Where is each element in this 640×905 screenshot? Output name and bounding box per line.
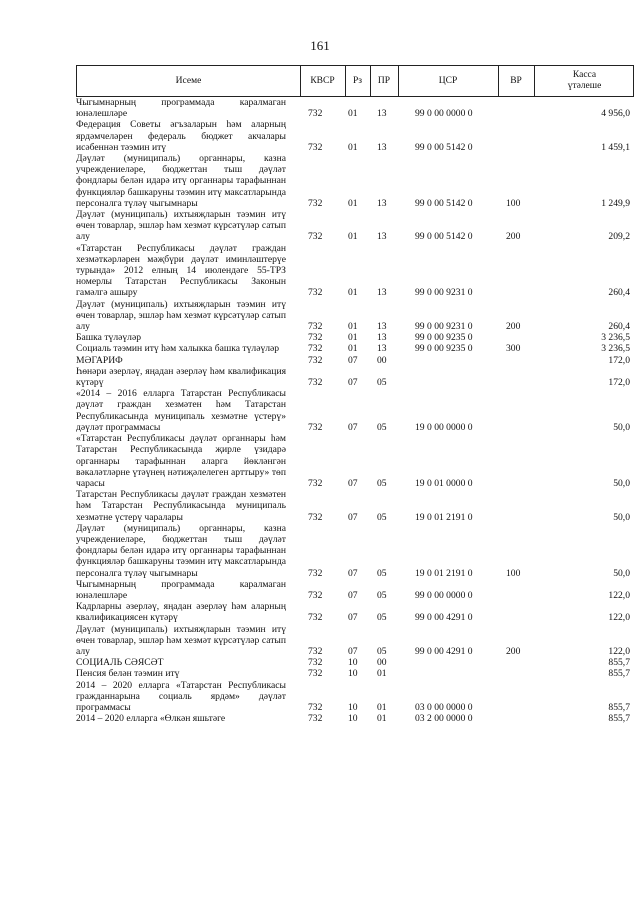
row-sum: 122,0 bbox=[608, 612, 630, 624]
table-row bbox=[76, 153, 634, 209]
row-kvsr: 732 bbox=[308, 231, 323, 243]
row-rz: 01 bbox=[348, 332, 358, 344]
row-sum: 260,4 bbox=[608, 287, 630, 299]
row-kvsr: 732 bbox=[308, 343, 323, 355]
row-csr: 99 0 00 9231 0 bbox=[415, 321, 473, 333]
row-kvsr: 732 bbox=[308, 421, 323, 433]
row-name: Дәүләт (муниципаль) ихтыяҗларын тәэмин итү өчен товарлар, эшләр һәм хезмәт күрсәтүләр сатып алу bbox=[76, 623, 286, 657]
header-name: Исеме bbox=[175, 76, 202, 86]
row-pr: 05 bbox=[377, 645, 387, 657]
row-pr: 13 bbox=[377, 197, 387, 209]
table-row bbox=[76, 523, 634, 579]
row-name: «Татарстан Республикасы дәүләт граждан хезмәткәрләрен мәҗбүри дәүләт иминләштерүе турында» 2012 елның 14 июлендәге 55-ТРЗ номерлы Татарстан Республикасы Законын гамәлгә ашыру bbox=[76, 242, 286, 299]
row-csr: 19 0 01 0000 0 bbox=[415, 477, 473, 489]
row-name: Дәүләт (муниципаль) ихтыяҗларын тәэмин итү өчен товарлар, эшләр һәм хезмәт күрсәтүләр сатып алу bbox=[76, 209, 286, 243]
row-name: Пенсия белән тәэмин итү bbox=[76, 668, 180, 680]
row-rz: 10 bbox=[348, 668, 358, 680]
row-sum: 209,2 bbox=[608, 231, 630, 243]
row-pr: 05 bbox=[377, 612, 387, 624]
row-pr: 05 bbox=[377, 511, 387, 523]
header-kassa bbox=[534, 66, 635, 96]
row-kvsr: 732 bbox=[308, 332, 323, 344]
table-row bbox=[76, 680, 634, 714]
row-name: «2014 – 2016 елларга Татарстан Республикасы дәүләт граждан хезмәтен һәм Татарстан Республикасында муниципаль хезмәтне үстерү» дәүләт программасы bbox=[76, 388, 286, 433]
table-body bbox=[76, 97, 634, 724]
row-sum: 122,0 bbox=[608, 645, 630, 657]
row-csr: 19 0 00 0000 0 bbox=[415, 421, 473, 433]
row-kvsr: 732 bbox=[308, 377, 323, 389]
row-kvsr: 732 bbox=[308, 354, 323, 366]
row-csr: 99 0 00 5142 0 bbox=[415, 231, 473, 243]
header-kassa-line1: Касса bbox=[572, 70, 597, 80]
row-sum: 3 236,5 bbox=[601, 343, 630, 355]
row-name: Дәүләт (муниципаль) ихтыяҗларын тәэмин итү өчен товарлар, эшләр һәм хезмәт күрсәтүләр сатып алу bbox=[76, 298, 286, 333]
row-rz: 07 bbox=[348, 612, 358, 624]
row-kvsr: 732 bbox=[308, 713, 323, 725]
table-row bbox=[76, 489, 634, 523]
row-rz: 10 bbox=[348, 657, 358, 669]
row-rz: 07 bbox=[348, 377, 358, 389]
row-name: 2014 – 2020 елларга «Өлкән яшьтәге bbox=[76, 713, 226, 725]
row-name: Башка түләүләр bbox=[76, 332, 142, 344]
row-name: 2014 – 2020 елларга «Татарстан Республикасы гражданнарына социаль ярдәм» дәүләт программасы bbox=[76, 679, 286, 713]
row-name: Федерация Советы әгъзаларын һәм аларның ярдәмчеләрен федераль бюджет акчалары исәбеннән тәэмин итү bbox=[76, 119, 286, 153]
table-row bbox=[76, 668, 634, 679]
row-pr: 01 bbox=[377, 668, 387, 680]
row-name: Дәүләт (муниципаль) органнары, казна учреждениеләре, бюджеттан тыш дәүләт фондлары белән идарә итү органнары тарафыннан функцияләр башкаруны тәэмин итү максатларында персоналга түләү чыгымнары bbox=[76, 153, 286, 209]
row-pr: 13 bbox=[377, 108, 387, 120]
row-kvsr: 732 bbox=[308, 321, 323, 333]
row-kvsr: 732 bbox=[308, 511, 323, 523]
table-header bbox=[76, 65, 634, 97]
row-pr: 13 bbox=[377, 332, 387, 344]
row-sum: 855,7 bbox=[608, 657, 630, 669]
row-kvsr: 732 bbox=[308, 477, 323, 489]
table-row bbox=[76, 601, 634, 623]
row-rz: 01 bbox=[348, 108, 358, 120]
row-csr: 99 0 00 4291 0 bbox=[415, 612, 473, 624]
row-sum: 855,7 bbox=[608, 668, 630, 680]
row-csr: 99 0 00 0000 0 bbox=[415, 589, 473, 601]
row-pr: 00 bbox=[377, 354, 387, 366]
row-sum: 50,0 bbox=[613, 511, 630, 523]
row-rz: 07 bbox=[348, 421, 358, 433]
row-pr: 05 bbox=[377, 567, 387, 579]
row-rz: 01 bbox=[348, 287, 358, 299]
row-csr: 99 0 00 4291 0 bbox=[415, 645, 473, 657]
row-name: Кадрларны әзерләү, яңадан әзерләү һәм аларның квалификациясен күтәрү bbox=[76, 601, 286, 624]
row-name: «Татарстан Республикасы дәүләт органнары һәм Татарстан Республикасында җирле үзидарә органнары тарафыннан аларга йөкләнгән вәкаләтләрне үтәүнең нәтиҗәлелеген арттыру» төп чарасы bbox=[76, 433, 286, 489]
row-kvsr: 732 bbox=[308, 612, 323, 624]
header-csr: ЦСР bbox=[438, 76, 458, 86]
row-kvsr: 732 bbox=[308, 108, 323, 120]
row-vr: 200 bbox=[506, 645, 521, 657]
row-vr: 300 bbox=[506, 343, 521, 355]
row-kvsr: 732 bbox=[308, 141, 323, 153]
row-csr: 03 2 00 0000 0 bbox=[415, 713, 473, 725]
row-sum: 3 236,5 bbox=[601, 332, 630, 344]
header-vr: ВР bbox=[510, 76, 522, 86]
row-kvsr: 732 bbox=[308, 589, 323, 601]
table-row bbox=[76, 579, 634, 601]
table-row bbox=[76, 299, 634, 333]
table-row bbox=[76, 243, 634, 299]
row-kvsr: 732 bbox=[308, 657, 323, 669]
row-pr: 05 bbox=[377, 377, 387, 389]
row-rz: 07 bbox=[348, 354, 358, 366]
row-sum: 50,0 bbox=[613, 567, 630, 579]
header-pr: ПР bbox=[377, 76, 391, 86]
row-rz: 01 bbox=[348, 231, 358, 243]
table-row bbox=[76, 713, 634, 724]
table-row bbox=[76, 119, 634, 153]
row-rz: 07 bbox=[348, 589, 358, 601]
row-csr: 03 0 00 0000 0 bbox=[415, 701, 473, 713]
table-row bbox=[76, 97, 634, 119]
row-kvsr: 732 bbox=[308, 287, 323, 299]
table-row bbox=[76, 657, 634, 668]
row-csr: 99 0 00 5142 0 bbox=[415, 141, 473, 153]
row-csr: 19 0 01 2191 0 bbox=[415, 567, 473, 579]
row-name: Һөнәри әзерләү, яңадан әзерләү һәм квалификация күтәрү bbox=[76, 365, 286, 389]
row-rz: 01 bbox=[348, 343, 358, 355]
table-row bbox=[76, 209, 634, 243]
budget-table bbox=[76, 65, 634, 724]
row-sum: 50,0 bbox=[613, 421, 630, 433]
table-row bbox=[76, 624, 634, 658]
row-pr: 13 bbox=[377, 343, 387, 355]
row-name: СОЦИАЛЬ СӘЯСӘТ bbox=[76, 657, 164, 669]
row-kvsr: 732 bbox=[308, 701, 323, 713]
row-csr: 99 0 00 9235 0 bbox=[415, 332, 473, 344]
row-rz: 01 bbox=[348, 321, 358, 333]
row-rz: 07 bbox=[348, 645, 358, 657]
header-rz: Рз bbox=[352, 76, 363, 86]
row-sum: 855,7 bbox=[608, 701, 630, 713]
row-csr: 99 0 00 9235 0 bbox=[415, 343, 473, 355]
table-row bbox=[76, 388, 634, 433]
row-name: Чыгымнарның программада каралмаган юнәлешләре bbox=[76, 97, 286, 120]
row-kvsr: 732 bbox=[308, 668, 323, 680]
row-rz: 07 bbox=[348, 511, 358, 523]
table-row bbox=[76, 366, 634, 388]
row-sum: 260,4 bbox=[608, 321, 630, 333]
row-csr: 19 0 01 2191 0 bbox=[415, 511, 473, 523]
row-pr: 00 bbox=[377, 657, 387, 669]
row-sum: 1 249,9 bbox=[601, 197, 630, 209]
row-name: Татарстан Республикасы дәүләт граждан хезмәтен һәм Татарстан Республикасында муниципаль хезмәтне үстерү чаралары bbox=[76, 489, 286, 523]
row-kvsr: 732 bbox=[308, 197, 323, 209]
row-rz: 07 bbox=[348, 477, 358, 489]
row-sum: 4 956,0 bbox=[601, 108, 630, 120]
row-sum: 172,0 bbox=[608, 354, 630, 366]
row-rz: 01 bbox=[348, 197, 358, 209]
row-pr: 05 bbox=[377, 421, 387, 433]
row-vr: 100 bbox=[506, 197, 521, 209]
row-pr: 01 bbox=[377, 701, 387, 713]
row-name: Дәүләт (муниципаль) органнары, казна учреждениеләре, бюджеттан тыш дәүләт фондлары белән идарә итү органнары тарафыннан функцияләр башкаруны тәэмин итү максатларында персоналга түләү чыгымнары bbox=[76, 522, 286, 579]
row-sum: 1 459,1 bbox=[601, 141, 630, 153]
row-vr: 100 bbox=[506, 567, 521, 579]
table-row bbox=[76, 332, 634, 343]
row-pr: 05 bbox=[377, 477, 387, 489]
page-number: 161 bbox=[310, 38, 330, 53]
row-sum: 172,0 bbox=[608, 377, 630, 389]
row-kvsr: 732 bbox=[308, 567, 323, 579]
row-pr: 05 bbox=[377, 589, 387, 601]
row-rz: 07 bbox=[348, 567, 358, 579]
row-pr: 13 bbox=[377, 231, 387, 243]
row-rz: 10 bbox=[348, 713, 358, 725]
header-kassa-line2: үтәлеше bbox=[567, 81, 602, 91]
row-name: Социаль тәэмин итү һәм халыкка башка түләүләр bbox=[76, 343, 280, 355]
row-pr: 01 bbox=[377, 713, 387, 725]
row-pr: 13 bbox=[377, 321, 387, 333]
row-sum: 122,0 bbox=[608, 589, 630, 601]
row-name: Чыгымнарның программада каралмаган юнәлешләре bbox=[76, 578, 286, 601]
row-rz: 10 bbox=[348, 701, 358, 713]
row-csr: 99 0 00 9231 0 bbox=[415, 287, 473, 299]
row-name: МӘГАРИФ bbox=[76, 354, 123, 366]
row-kvsr: 732 bbox=[308, 645, 323, 657]
table-row bbox=[76, 355, 634, 366]
row-pr: 13 bbox=[377, 287, 387, 299]
row-csr: 99 0 00 0000 0 bbox=[415, 108, 473, 120]
row-vr: 200 bbox=[506, 321, 521, 333]
row-sum: 855,7 bbox=[608, 713, 630, 725]
row-csr: 99 0 00 5142 0 bbox=[415, 197, 473, 209]
row-sum: 50,0 bbox=[613, 477, 630, 489]
header-kvsr: КВСР bbox=[310, 76, 335, 86]
row-pr: 13 bbox=[377, 141, 387, 153]
row-vr: 200 bbox=[506, 231, 521, 243]
table-row bbox=[76, 433, 634, 489]
row-rz: 01 bbox=[348, 141, 358, 153]
table-row bbox=[76, 343, 634, 354]
